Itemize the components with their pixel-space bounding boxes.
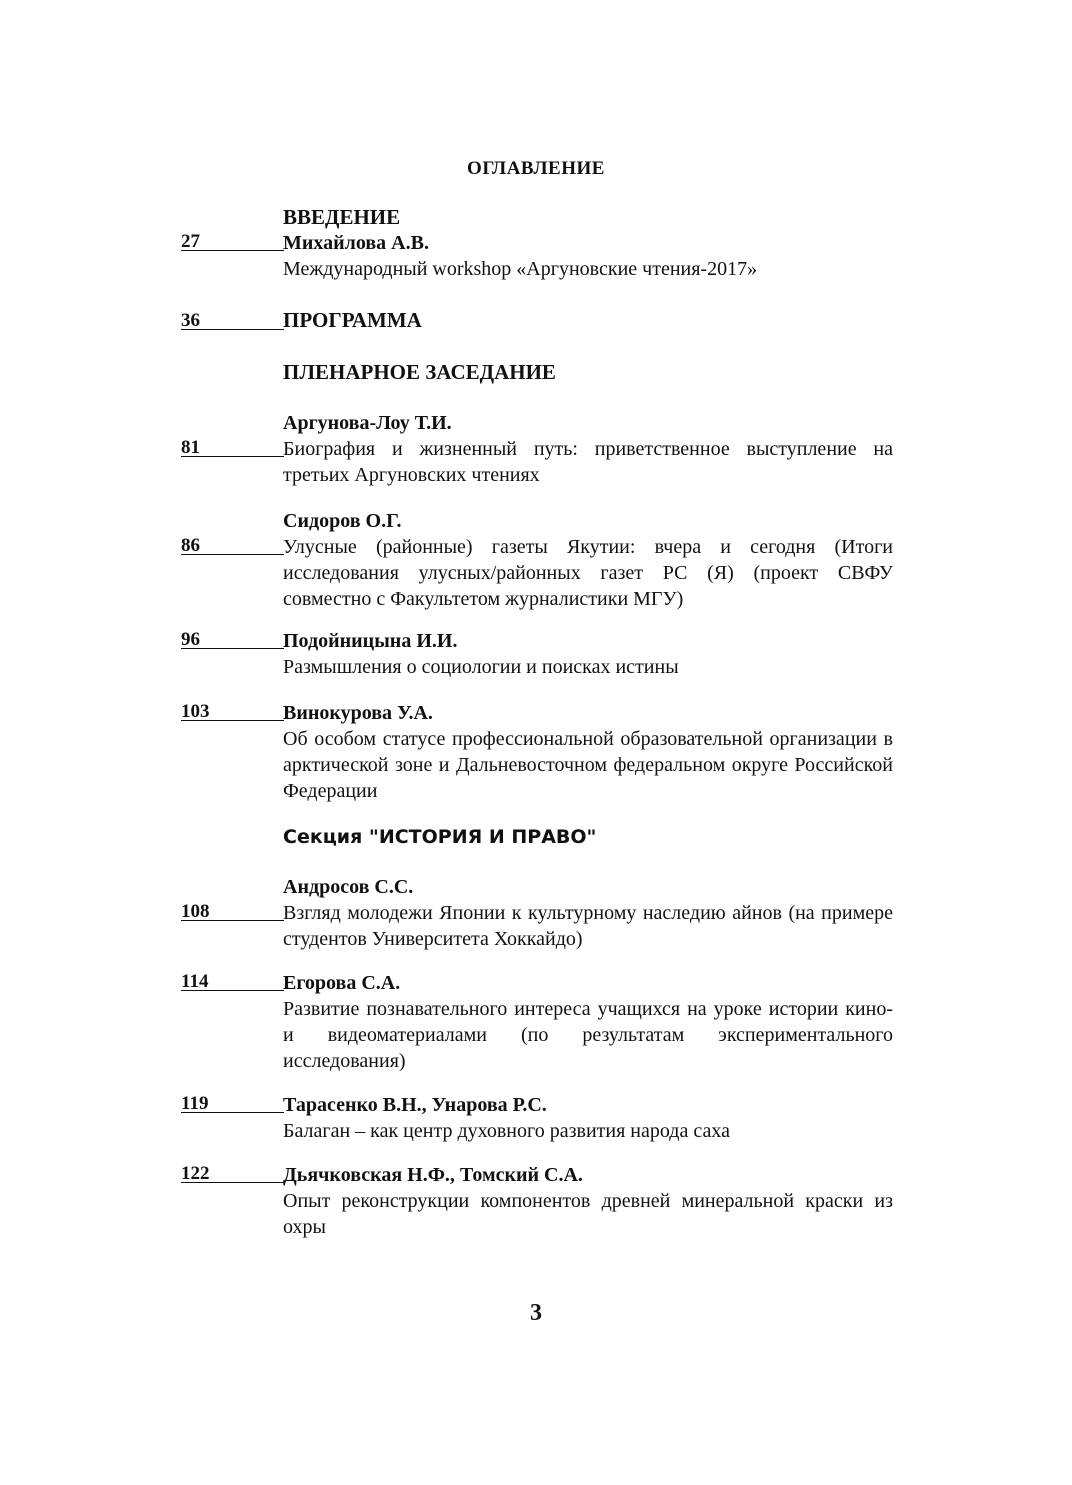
leader-line	[200, 920, 284, 921]
toc-title: Опыт реконструкции компонентов древней минеральной краски из охры	[283, 1190, 893, 1238]
toc-page-number: 86	[181, 535, 200, 556]
toc-page-number: 81	[181, 437, 200, 458]
leader-line	[200, 1112, 284, 1113]
toc-author: Подойницына И.И.	[283, 630, 458, 652]
toc-title: Биография и жизненный путь: приветственное выступление на третьих Аргуновских чтениях	[283, 438, 893, 486]
toc-author: Сидоров О.Г.	[283, 510, 402, 532]
toc-title: Взгляд молодежи Японии к культурному наследию айнов (на примере студентов Университета Хоккайдо)	[283, 902, 893, 950]
toc-page-number: 27	[181, 231, 200, 252]
leader-line	[200, 990, 284, 991]
toc-title: Международный workshop «Аргуновские чтения-2017»	[283, 258, 758, 280]
section-heading: Секция "ИСТОРИЯ И ПРАВО"	[283, 826, 597, 848]
toc-title: Об особом статусе профессиональной образовательной организации в арктической зоне и Дальневосточном федеральном округе Российской Федерации	[283, 728, 893, 802]
toc-page-number: 36	[181, 310, 200, 331]
toc-page-number: 103	[181, 701, 210, 722]
leader-line	[200, 648, 284, 649]
leader-line	[200, 329, 284, 330]
leader-line	[200, 720, 284, 721]
program-heading: ПРОГРАММА	[283, 308, 422, 332]
toc-author: Дьячковская Н.Ф., Томский С.А.	[283, 1164, 583, 1186]
toc-page-number: 114	[181, 971, 209, 992]
toc-page-number: 119	[181, 1093, 209, 1114]
toc-title: Балаган – как центр духовного развития народа саха	[283, 1120, 730, 1142]
plenary-heading: ПЛЕНАРНОЕ ЗАСЕДАНИЕ	[283, 360, 556, 384]
toc-page-number: 108	[181, 901, 210, 922]
page-number: 3	[530, 1300, 542, 1326]
toc-author: Андросов С.С.	[283, 876, 414, 898]
page-title: ОГЛАВЛЕНИЕ	[467, 158, 605, 179]
intro-heading: ВВЕДЕНИЕ	[283, 205, 401, 229]
toc-author: Аргунова-Лоу Т.И.	[283, 412, 452, 434]
toc-author: Михайлова А.В.	[283, 232, 429, 254]
leader-line	[200, 250, 284, 251]
leader-line	[200, 456, 284, 457]
toc-page-number: 96	[181, 629, 200, 650]
leader-line	[200, 1182, 284, 1183]
leader-line	[200, 554, 284, 555]
toc-author: Егорова С.А.	[283, 972, 401, 994]
toc-author: Тарасенко В.Н., Унарова Р.С.	[283, 1094, 547, 1116]
toc-title: Улусные (районные) газеты Якутии: вчера и сегодня (Итоги исследования улусных/районных газет РС (Я) (проект СВФУ совместно с Факультетом журналистики МГУ)	[283, 536, 893, 610]
toc-title: Развитие познавательного интереса учащихся на уроке истории кино- и видеоматериалами (по результатам экспериментального исследования)	[283, 998, 893, 1072]
toc-title: Размышления о социологии и поисках истины	[283, 656, 679, 678]
toc-page-number: 122	[181, 1163, 210, 1184]
toc-author: Винокурова У.А.	[283, 702, 433, 724]
